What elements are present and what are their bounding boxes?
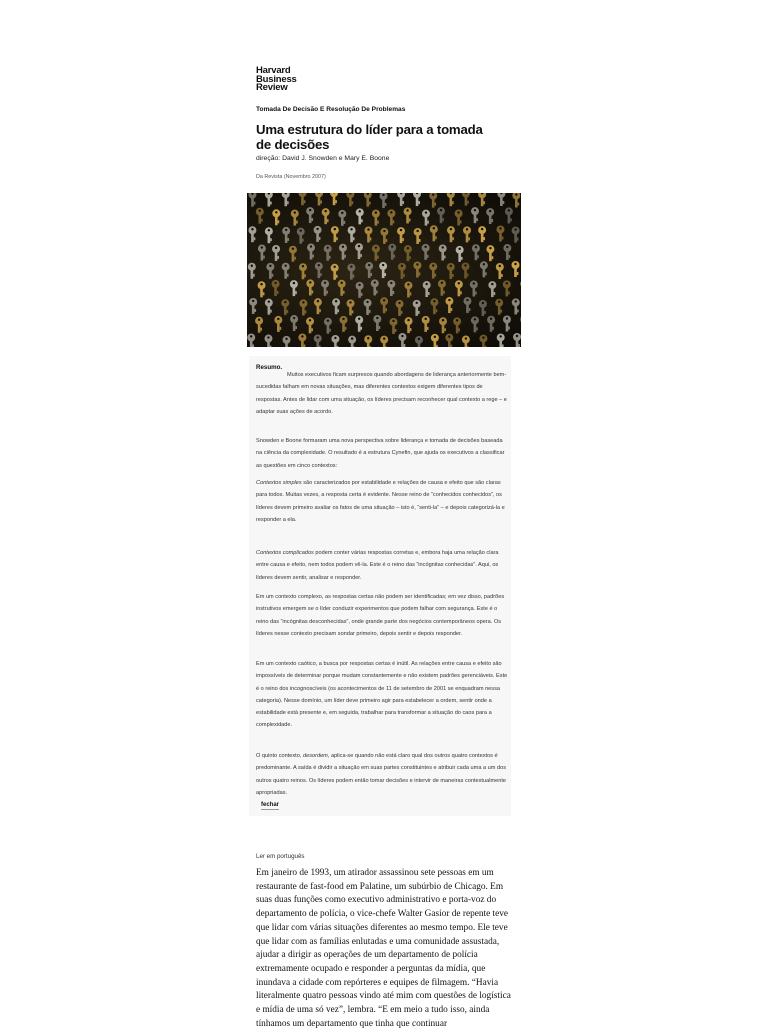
key-shape <box>486 245 494 261</box>
term-disorder: desordem <box>303 753 328 759</box>
key-shape <box>398 263 406 279</box>
key-shape <box>258 281 266 297</box>
key-shape <box>388 244 396 260</box>
key-shape <box>438 280 446 296</box>
key-shape <box>415 336 423 347</box>
key-shape <box>478 226 486 242</box>
key-shape <box>314 298 322 314</box>
key-shape <box>512 261 520 277</box>
hbr-logo[interactable] <box>256 67 326 93</box>
key-shape <box>447 193 455 206</box>
key-shape <box>456 246 464 262</box>
summary-paragraph-3-text: são caracterizados por estabilidade e relações de causa e efeito que são claras para todos. Muitas vezes, a resposta certa é evidente. Nesse reino de “conhecidos conhecidos”, os líderes devem primeiro avaliar os fatos de uma situação – isto é, “senti-la” – e depois categorizá-la e responder a ela. <box>256 480 505 523</box>
key-shape <box>387 280 395 296</box>
key-shape <box>398 333 406 347</box>
summary-paragraph-5: Em um contexto complexo, as respostas certas não podem ser identificadas; em vez disso, padrões instrutivos emergem se o líder conduzir experimentos que podem falhar com segurança. Este é o reino das “incógnitas desconhecidas”, onde grande parte dos negócios contemporâneos opera. Os líderes nesse contexto precisam sondar primeiro, depois sentir e depois responder. <box>256 591 510 640</box>
key-shape <box>445 334 453 347</box>
key-shape <box>331 226 339 242</box>
key-shape <box>422 316 430 332</box>
summary-paragraph-1: Muitos executivos ficam surpresos quando abordagens de liderança anteriormente bem-sucedidas falham em novas situações, mas diferentes contextos exigem diferentes tipos de respostas. Antes de lidar com uma situação, os líderes precisam reconhecer qual contexto a rege – e adaptar suas ações de acordo. <box>256 369 510 418</box>
key-shape <box>355 243 363 259</box>
term-simple: Contextos simples <box>256 480 302 486</box>
key-shape <box>471 316 479 332</box>
key-shape <box>478 193 486 206</box>
key-shape <box>422 210 430 226</box>
key-shape <box>462 193 470 206</box>
key-shape <box>380 228 388 244</box>
key-shape <box>455 280 463 296</box>
key-shape <box>248 226 256 242</box>
key-shape <box>503 280 511 296</box>
key-shape <box>414 228 422 244</box>
key-shape <box>430 225 438 241</box>
key-shape <box>314 226 322 242</box>
summary-paragraph-2: Snowden e Boone formaram uma nova perspectiva sobre liderança e tomada de decisões baseada na ciência da complexidade. O resultado é a estrutura Cynefin, que ajuda os executivos a classificar as questões em cinco contextos: <box>256 435 510 472</box>
key-shape <box>265 227 273 243</box>
key-shape <box>413 300 421 316</box>
key-shape <box>331 335 339 347</box>
key-shape <box>379 262 387 278</box>
key-shape <box>347 299 355 315</box>
key-shape <box>314 334 322 347</box>
key-shape <box>282 193 290 206</box>
summary-label: Resumo. <box>256 364 282 371</box>
summary-paragraph-4 <box>256 547 510 584</box>
key-shape <box>396 300 404 316</box>
key-shape <box>496 263 504 279</box>
key-shape <box>356 282 364 298</box>
key-shape <box>346 193 354 206</box>
read-in-portuguese-link[interactable]: Ler em português <box>256 853 305 860</box>
key-shape <box>422 244 430 260</box>
key-shape <box>307 244 315 260</box>
keys-image <box>247 193 521 347</box>
key-shape <box>272 245 280 261</box>
key-shape <box>380 193 388 208</box>
key-shape <box>404 245 412 261</box>
close-summary-button[interactable]: fechar <box>261 802 279 810</box>
key-shape <box>453 317 461 333</box>
key-shape <box>513 333 521 347</box>
key-shape <box>299 299 307 315</box>
key-shape <box>471 207 479 223</box>
key-shape <box>505 207 513 223</box>
key-shape <box>248 193 256 207</box>
term-complicated: Contextos complicados <box>256 550 314 556</box>
key-shape <box>315 262 323 278</box>
key-shape <box>266 263 274 279</box>
logo-line-2: Business <box>256 76 326 85</box>
key-shape <box>496 225 504 241</box>
key-shape <box>338 210 346 226</box>
key-shape <box>413 193 421 206</box>
logo-line-1: Harvard <box>256 67 326 76</box>
key-shape <box>512 227 520 243</box>
key-shape <box>321 280 329 296</box>
summary-box <box>249 356 511 816</box>
key-shape <box>497 193 505 206</box>
summary-paragraph-7 <box>256 750 510 799</box>
key-shape <box>429 193 437 208</box>
summary-paragraph-6: Em um contexto caótico, a busca por respostas certas é inútil. As relações entre causa e efeito são impossíveis de determinar porque mudam constantemente e não existem padrões gerenciáveis. Este é o reino dos incognoscíveis (os acontecimentos de 11 de setembro de 2001 se enquadram nessa categoria). Nesse domínio, um líder deve primeiro agir para estabelecer a ordem, sentir onde a estabilidade está presente e, em seguida, trabalhar para transformar a situação do caos para a complexidade. <box>256 658 510 732</box>
key-shape <box>297 228 305 244</box>
key-shape <box>387 209 395 225</box>
key-shape <box>437 207 445 223</box>
key-shape <box>249 298 257 314</box>
key-shape <box>315 193 323 205</box>
key-shape <box>324 245 332 261</box>
key-shape <box>462 336 470 347</box>
keys-pattern-svg <box>247 193 521 347</box>
key-shape <box>429 263 437 279</box>
key-shape <box>405 317 413 333</box>
key-shape <box>265 193 273 207</box>
key-shape <box>447 226 455 242</box>
key-shape <box>439 244 447 260</box>
magazine-source: Da Revista (Novembro 2007) <box>256 174 326 180</box>
key-shape <box>330 193 338 205</box>
key-shape <box>255 317 263 333</box>
key-shape <box>299 263 307 279</box>
key-shape <box>447 263 455 279</box>
key-shape <box>520 315 521 331</box>
key-shape <box>283 336 291 347</box>
logo-line-3: Review <box>256 84 326 93</box>
summary-paragraph-4-text: podem conter várias respostas corretas e, embora haja uma relação clara entre causa e efeito, nem todos podem vê-la. Este é o reino das “incógnitas conhecidas”. Aqui, os líderes devem sentir, analisar e responder. <box>256 550 499 581</box>
key-shape <box>274 316 282 332</box>
article-body-paragraph: Em janeiro de 1993, um atirador assassinou sete pessoas em um restaurante de fast-food em Palatine, um subúrbio de Chicago. Em suas duas funções como executivo administrativo e porta-voz do departamento de polícia, o vice-chefe Walter Gasior de repente teve que lidar com várias situações diferentes ao mesmo tempo. Ele teve que lidar com as famílias enlutadas e uma comunidade assustada, ajudar a dirigir as operações de um departamento de polícia extremamente ocupado e responder a perguntas da mídia, que inundava a cidade com repórteres e equipes de filmagem. “Havia literalmente quatro pessoas vindo até mim com questões de logística e mídia de uma só vez”, lembra. “E em meio a tudo isso, ainda tínhamos um departamento que tinha que continuar <box>256 867 514 1031</box>
key-shape <box>248 263 256 279</box>
key-shape <box>486 208 494 224</box>
key-shape <box>364 226 372 242</box>
key-shape <box>480 261 488 277</box>
key-shape <box>339 244 347 260</box>
key-shape <box>306 279 314 295</box>
key-shape <box>322 208 330 224</box>
key-shape <box>503 244 511 260</box>
key-shape <box>397 193 405 206</box>
key-shape <box>497 333 505 347</box>
key-shape <box>364 193 372 207</box>
key-shape <box>487 316 495 332</box>
key-shape <box>272 280 280 296</box>
key-shape <box>372 245 380 261</box>
key-shape <box>290 315 298 331</box>
key-shape <box>463 226 471 242</box>
key-shape <box>272 209 280 225</box>
key-shape <box>479 300 487 316</box>
key-shape <box>348 226 356 242</box>
key-shape <box>364 335 372 347</box>
key-shape <box>380 297 388 313</box>
key-shape <box>265 299 273 315</box>
key-shape <box>404 207 412 223</box>
key-shape <box>439 317 447 333</box>
key-shape <box>282 263 290 279</box>
key-shape <box>495 299 503 315</box>
key-shape <box>470 280 478 296</box>
key-shape <box>364 299 372 315</box>
key-shape <box>281 299 289 315</box>
key-shape <box>282 227 290 243</box>
key-shape <box>397 227 405 243</box>
key-shape <box>306 207 314 223</box>
key-shape <box>332 298 340 314</box>
article-authors: direção: David J. Snowden e Mary E. Boone <box>256 155 389 162</box>
key-shape <box>356 208 364 224</box>
summary-paragraph-3 <box>256 477 510 526</box>
topic-category-link[interactable]: Tomada De Decisão E Resolução De Problemas <box>256 106 405 113</box>
key-shape <box>472 244 480 260</box>
key-shape <box>256 208 264 224</box>
key-shape <box>462 262 470 278</box>
key-shape <box>372 210 380 226</box>
key-shape <box>291 210 299 226</box>
key-shape <box>348 336 356 347</box>
key-shape <box>340 316 348 332</box>
key-shape <box>512 193 520 208</box>
key-shape <box>445 297 453 313</box>
key-shape <box>503 316 511 332</box>
key-shape <box>430 298 438 314</box>
key-shape <box>331 264 339 280</box>
key-shape <box>290 280 298 296</box>
key-shape <box>389 318 397 334</box>
key-shape <box>355 316 363 332</box>
key-shape <box>289 246 297 262</box>
key-shape <box>264 335 272 347</box>
summary-paragraph-7-a: O quinto contexto, <box>256 753 303 759</box>
key-shape <box>423 281 431 297</box>
key-shape <box>258 245 266 261</box>
article-title: Uma estrutura do líder para a tomada de decisões <box>256 123 496 152</box>
key-shape <box>371 279 379 295</box>
key-shape <box>479 335 487 347</box>
key-shape <box>298 333 306 347</box>
key-shape <box>520 280 521 296</box>
key-shape <box>338 280 346 296</box>
key-shape <box>365 262 373 278</box>
summary-paragraph-7-b: , aplica-se quando não está claro qual dos outros quatro contextos é predominante. A saída é dividir a situação em suas partes constituintes e atribuir cada uma a um dos outros quatro reinos. Os líderes podem então tomar decisões e intervir de maneiras contextualmente apropriadas. <box>256 753 506 796</box>
key-shape <box>512 298 520 314</box>
key-shape <box>247 333 255 347</box>
key-shape <box>463 297 471 313</box>
key-shape <box>431 334 439 347</box>
key-shape <box>404 281 412 297</box>
key-shape <box>306 317 314 333</box>
key-shape <box>373 315 381 331</box>
key-shape <box>347 264 355 280</box>
key-shape <box>488 281 496 297</box>
key-shape <box>324 318 332 334</box>
key-shape <box>380 336 388 347</box>
key-shape <box>413 261 421 277</box>
key-shape <box>298 193 306 205</box>
key-shape <box>455 209 463 225</box>
